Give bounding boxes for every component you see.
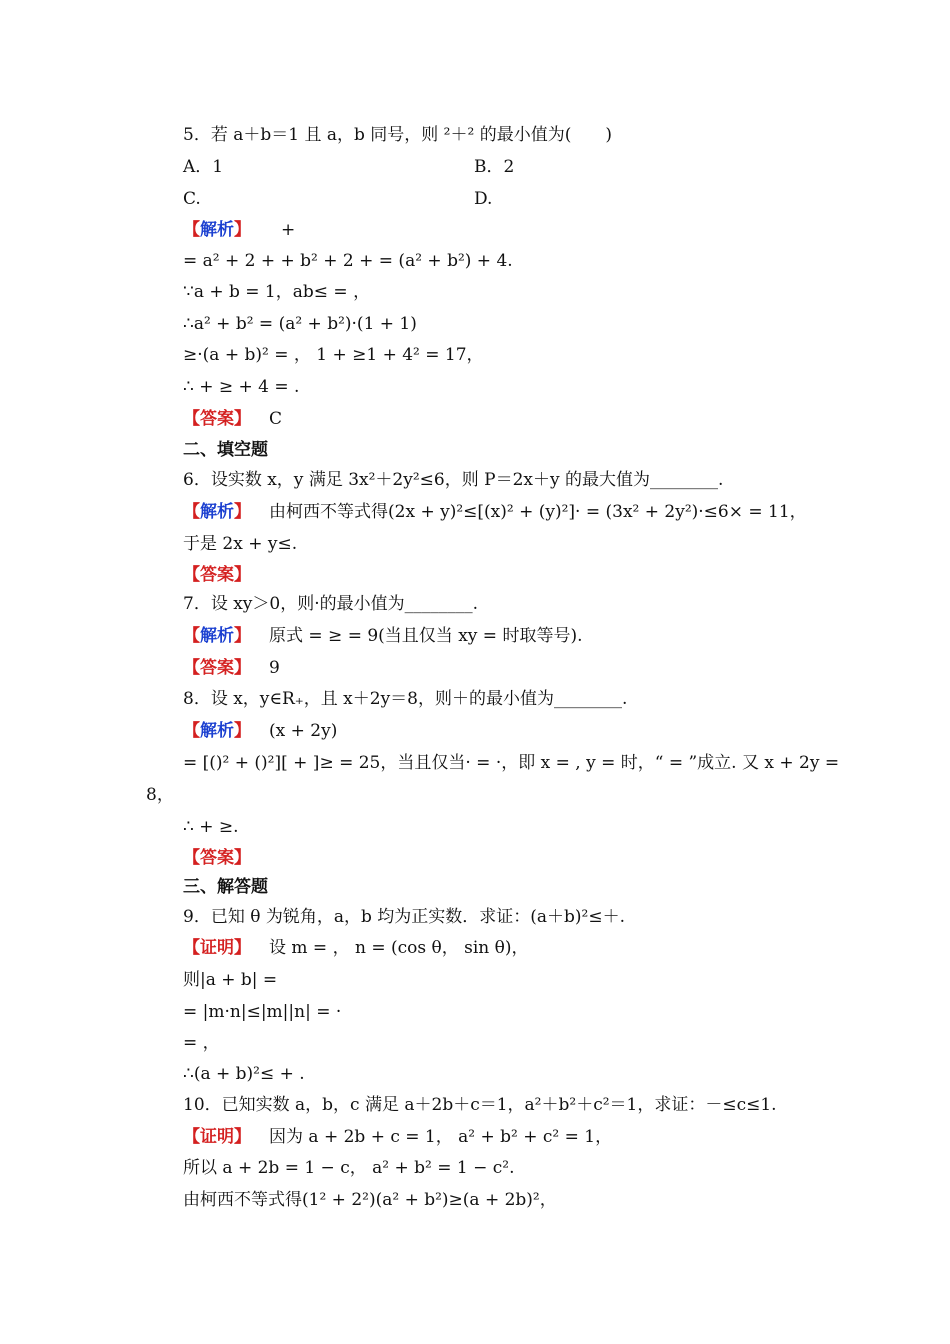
q8-stem: 8．设 x，y∈R₊，且 x＋2y＝8，则＋的最小值为________.	[183, 689, 628, 709]
q5-option-d: D.	[474, 189, 493, 209]
q6-stem: 6．设实数 x，y 满足 3x²＋2y²≤6，则 P＝2x＋y 的最大值为________.	[183, 470, 724, 490]
q6-analysis-line-2: 于是 2x + y≤.	[183, 534, 298, 554]
q10-proof-line-1: 【证明】 因为 a + 2b + c = 1， a² + b² + c² = 1，	[183, 1127, 613, 1147]
q9-proof-line-5: ∴(a + b)²≤ + .	[183, 1064, 305, 1084]
q5-analysis-line-3: ∵a + b = 1，ab≤ = ，	[183, 282, 371, 302]
q7-stem: 7．设 xy＞0，则·的最小值为________.	[183, 594, 479, 614]
q9-proof-line-4: = ，	[183, 1033, 220, 1053]
analysis-tag: 【解析】	[183, 626, 251, 646]
answer-tag: 【答案】	[183, 409, 251, 429]
section-solution: 三、解答题	[183, 877, 268, 897]
analysis-tag: 【解析】	[183, 721, 251, 741]
q9-proof-line-1: 【证明】 设 m = ， n = (cos θ， sin θ)，	[183, 938, 529, 958]
q8-analysis-line-1: 【解析】 (x + 2y)	[183, 721, 338, 741]
q8-analysis-line-4: ∴ + ≥.	[183, 817, 239, 837]
q5-analysis-line-4: ∴a² + b² = (a² + b²)·(1 + 1)	[183, 314, 417, 334]
q7-analysis-line-1: 【解析】 原式 = ≥ = 9(当且仅当 xy = 时取等号).	[183, 626, 583, 646]
q6-analysis-line-1: 【解析】 由柯西不等式得(2x + y)²≤[(x)² + (y)²]· = (3x² + 2y²)·≤6× = 11，	[183, 502, 807, 522]
q5-analysis-line-6: ∴ + ≥ + 4 = .	[183, 377, 300, 397]
proof-tag: 【证明】	[183, 938, 251, 958]
q9-stem: 9．已知 θ 为锐角，a，b 均为正实数．求证：(a＋b)²≤＋.	[183, 907, 626, 927]
q8-answer-line	[183, 847, 269, 869]
q10-proof-line-2: 所以 a + 2b = 1 − c， a² + b² = 1 − c².	[183, 1158, 515, 1178]
analysis-tag: 【解析】	[183, 502, 251, 522]
answer-tag: 【答案】	[183, 565, 251, 585]
q5-analysis-line-1: 【解析】 +	[183, 220, 296, 240]
q10-proof-line-3: 由柯西不等式得(1² + 2²)(a² + b²)≥(a + 2b)²，	[183, 1190, 557, 1210]
analysis-tag: 【解析】	[183, 220, 251, 240]
q9-proof-line-2: 则|a + b| =	[183, 970, 278, 990]
q5-option-b: B．2	[474, 157, 515, 177]
q5-option-c: C.	[183, 189, 201, 209]
q6-answer-line	[183, 564, 269, 586]
q5-option-a: A．1	[183, 157, 224, 177]
q8-analysis-line-3: 8，	[146, 785, 174, 805]
q10-stem: 10．已知实数 a，b，c 满足 a＋2b＋c＝1，a²＋b²＋c²＝1，求证：－≤c≤1.	[183, 1095, 777, 1115]
q5-answer-line: 【答案】 C	[183, 409, 283, 429]
answer-tag: 【答案】	[183, 658, 251, 678]
q7-answer-line: 【答案】 9	[183, 658, 280, 678]
q9-proof-line-3: = |m·n|≤|m||n| = ·	[183, 1002, 342, 1022]
q5-analysis-line-5: ≥·(a + b)² = ， 1 + ≥1 + 4² = 17，	[183, 345, 484, 365]
answer-tag: 【答案】	[183, 848, 251, 868]
section-fill-in: 二、填空题	[183, 440, 268, 460]
q5-analysis-line-2: = a² + 2 + + b² + 2 + = (a² + b²) + 4.	[183, 251, 513, 271]
q5-stem: 5．若 a＋b＝1 且 a，b 同号，则 ²＋² 的最小值为( )	[183, 125, 612, 145]
q8-analysis-line-2: = [()² + ()²][ + ]≥ = 25，当且仅当· = ·，即 x = , y = 时，“ = ”成立. 又 x + 2y =	[183, 753, 840, 773]
proof-tag: 【证明】	[183, 1127, 251, 1147]
